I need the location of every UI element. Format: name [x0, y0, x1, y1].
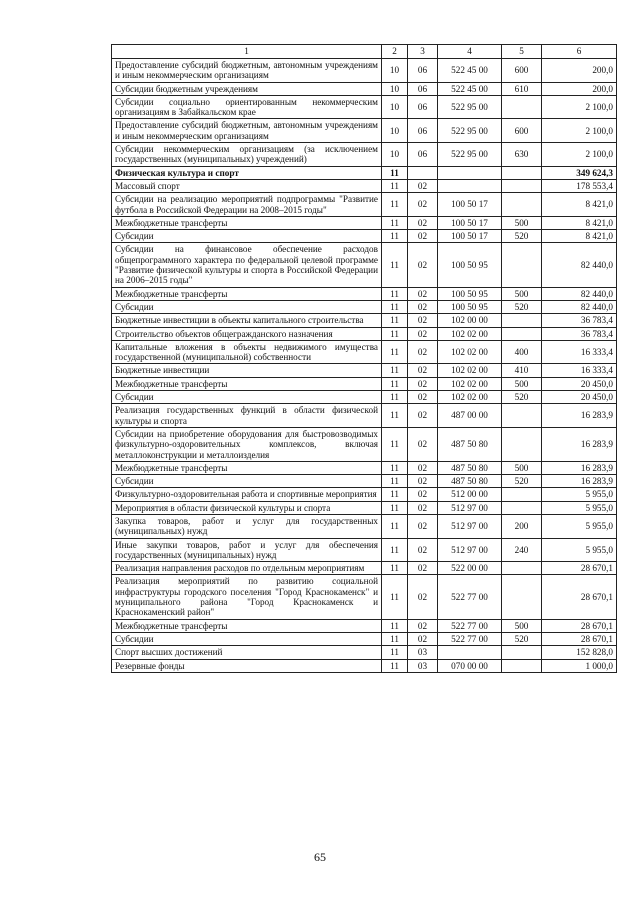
- row-target-article: 522 95 00: [438, 119, 502, 143]
- table-row: [112, 538, 617, 562]
- row-subsection: 02: [408, 461, 438, 474]
- row-subsection: 06: [408, 143, 438, 167]
- table-row: [112, 404, 617, 428]
- row-section: 10: [382, 59, 408, 83]
- row-name: Закупка товаров, работ и услуг для государственных (муниципальных) нужд: [112, 514, 382, 538]
- row-expense-type: 410: [502, 364, 542, 377]
- row-target-article: 100 50 17: [438, 230, 502, 243]
- row-name: Субсидии социально ориентированным некоммерческим организациям в Забайкальском крае: [112, 95, 382, 119]
- col-header-section: 2: [382, 45, 408, 59]
- row-expense-type: 520: [502, 632, 542, 645]
- col-header-amount: 6: [542, 45, 617, 59]
- row-amount: 82 440,0: [542, 243, 617, 287]
- table-row: [112, 646, 617, 659]
- row-expense-type: [502, 562, 542, 575]
- table-row: [112, 143, 617, 167]
- row-name: Межбюджетные трансферты: [112, 216, 382, 229]
- row-expense-type: [502, 404, 542, 428]
- row-amount: 82 440,0: [542, 300, 617, 313]
- row-target-article: 102 00 00: [438, 314, 502, 327]
- row-target-article: 512 97 00: [438, 538, 502, 562]
- row-target-article: 487 00 00: [438, 404, 502, 428]
- row-amount: 2 100,0: [542, 143, 617, 167]
- row-name: Реализация государственных функций в области физической культуры и спорта: [112, 404, 382, 428]
- row-section: 11: [382, 377, 408, 390]
- table-header-row: [112, 45, 617, 59]
- row-name: Субсидии на приобретение оборудования для быстровозводимых физкультурно-оздоровительных комплексов, включая металлоконструкции и металлоизделия: [112, 427, 382, 461]
- table-row: [112, 475, 617, 488]
- row-amount: 16 283,9: [542, 404, 617, 428]
- row-amount: 36 783,4: [542, 314, 617, 327]
- row-section: 11: [382, 179, 408, 192]
- row-amount: 349 624,3: [542, 166, 617, 179]
- row-name: Субсидии на финансовое обеспечение расходов общепрограммного характера по федеральной целевой программе "Развитие физической культуры и спорта в Российской Федерации на 2006–2015 годы": [112, 243, 382, 287]
- row-target-article: 102 02 00: [438, 377, 502, 390]
- table-row: [112, 230, 617, 243]
- row-subsection: 02: [408, 179, 438, 192]
- row-expense-type: 500: [502, 287, 542, 300]
- row-amount: 16 283,9: [542, 427, 617, 461]
- row-target-article: 512 97 00: [438, 501, 502, 514]
- row-subsection: 06: [408, 59, 438, 83]
- row-name: Предоставление субсидий бюджетным, автономным учреждениям и иным некоммерческим организациям: [112, 119, 382, 143]
- row-expense-type: 520: [502, 300, 542, 313]
- row-section: 11: [382, 501, 408, 514]
- table-row: [112, 179, 617, 192]
- row-target-article: 487 50 80: [438, 475, 502, 488]
- row-subsection: 06: [408, 82, 438, 95]
- row-amount: 82 440,0: [542, 287, 617, 300]
- row-subsection: 02: [408, 562, 438, 575]
- row-section: 11: [382, 391, 408, 404]
- row-subsection: 02: [408, 488, 438, 501]
- row-target-article: 102 02 00: [438, 327, 502, 340]
- row-name: Субсидии: [112, 632, 382, 645]
- row-target-article: 100 50 17: [438, 193, 502, 217]
- row-name: Физическая культура и спорт: [112, 166, 382, 179]
- table-row: [112, 514, 617, 538]
- row-subsection: 02: [408, 327, 438, 340]
- row-name: Предоставление субсидий бюджетным, автономным учреждениям и иным некоммерческим организациям: [112, 59, 382, 83]
- row-expense-type: [502, 314, 542, 327]
- row-subsection: [408, 166, 438, 179]
- row-section: 11: [382, 340, 408, 364]
- table-row: [112, 461, 617, 474]
- row-section: 11: [382, 659, 408, 672]
- row-name: Капитальные вложения в объекты недвижимого имущества государственной (муниципальной) собственности: [112, 340, 382, 364]
- row-section: 11: [382, 619, 408, 632]
- row-amount: 36 783,4: [542, 327, 617, 340]
- row-expense-type: 520: [502, 475, 542, 488]
- table-row: [112, 391, 617, 404]
- row-amount: 28 670,1: [542, 619, 617, 632]
- row-amount: 16 283,9: [542, 475, 617, 488]
- row-subsection: 02: [408, 193, 438, 217]
- row-expense-type: 500: [502, 461, 542, 474]
- row-target-article: 512 97 00: [438, 514, 502, 538]
- table-row: [112, 216, 617, 229]
- row-amount: 5 955,0: [542, 488, 617, 501]
- row-expense-type: [502, 243, 542, 287]
- row-amount: 28 670,1: [542, 575, 617, 619]
- row-amount: 8 421,0: [542, 230, 617, 243]
- row-name: Субсидии: [112, 300, 382, 313]
- row-name: Межбюджетные трансферты: [112, 287, 382, 300]
- row-subsection: 02: [408, 300, 438, 313]
- row-subsection: 02: [408, 632, 438, 645]
- row-amount: 8 421,0: [542, 193, 617, 217]
- row-expense-type: 240: [502, 538, 542, 562]
- row-target-article: 102 02 00: [438, 340, 502, 364]
- row-section: 10: [382, 95, 408, 119]
- row-target-article: 522 77 00: [438, 575, 502, 619]
- row-expense-type: [502, 327, 542, 340]
- row-name: Субсидии некоммерческим организациям (за исключением государственных (муниципальных) учреждений): [112, 143, 382, 167]
- row-name: Физкультурно-оздоровительная работа и спортивные мероприятия: [112, 488, 382, 501]
- row-name: Бюджетные инвестиции в объекты капитального строительства: [112, 314, 382, 327]
- row-subsection: 02: [408, 619, 438, 632]
- table-row: [112, 95, 617, 119]
- row-section: 11: [382, 562, 408, 575]
- row-subsection: 02: [408, 391, 438, 404]
- row-name: Межбюджетные трансферты: [112, 461, 382, 474]
- table-row: [112, 314, 617, 327]
- page-number: 65: [314, 850, 326, 864]
- row-section: 11: [382, 287, 408, 300]
- row-expense-type: 520: [502, 230, 542, 243]
- row-expense-type: [502, 95, 542, 119]
- row-name: Резервные фонды: [112, 659, 382, 672]
- row-name: Реализация мероприятий по развитию социальной инфраструктуры городского поселения "Город Краснокаменск" и муниципального района "Город Краснокаменск и Краснокаменский район": [112, 575, 382, 619]
- row-section: 11: [382, 404, 408, 428]
- row-amount: 20 450,0: [542, 391, 617, 404]
- row-section: 11: [382, 300, 408, 313]
- row-section: 11: [382, 364, 408, 377]
- table-row: [112, 488, 617, 501]
- table-row: [112, 300, 617, 313]
- row-amount: 16 283,9: [542, 461, 617, 474]
- row-subsection: 02: [408, 314, 438, 327]
- row-expense-type: 610: [502, 82, 542, 95]
- row-subsection: 02: [408, 404, 438, 428]
- row-target-article: 487 50 80: [438, 427, 502, 461]
- row-section: 11: [382, 514, 408, 538]
- row-expense-type: [502, 575, 542, 619]
- row-subsection: 06: [408, 119, 438, 143]
- row-section: 11: [382, 575, 408, 619]
- row-amount: 16 333,4: [542, 364, 617, 377]
- table-row: [112, 119, 617, 143]
- row-expense-type: 520: [502, 391, 542, 404]
- row-section: 11: [382, 327, 408, 340]
- row-section: 11: [382, 230, 408, 243]
- row-section: 11: [382, 193, 408, 217]
- row-name: Реализация направления расходов по отдельным мероприятиям: [112, 562, 382, 575]
- row-name: Субсидии: [112, 391, 382, 404]
- row-subsection: 02: [408, 475, 438, 488]
- row-amount: 1 000,0: [542, 659, 617, 672]
- row-expense-type: [502, 193, 542, 217]
- row-target-article: 522 77 00: [438, 619, 502, 632]
- row-target-article: 070 00 00: [438, 659, 502, 672]
- row-section: 11: [382, 538, 408, 562]
- table-row: [112, 619, 617, 632]
- table-row: [112, 632, 617, 645]
- row-amount: 20 450,0: [542, 377, 617, 390]
- table-row: [112, 82, 617, 95]
- row-expense-type: 600: [502, 59, 542, 83]
- row-subsection: 02: [408, 243, 438, 287]
- row-section: 11: [382, 646, 408, 659]
- row-section: 11: [382, 475, 408, 488]
- row-amount: 5 955,0: [542, 538, 617, 562]
- row-target-article: 522 00 00: [438, 562, 502, 575]
- row-section: 11: [382, 488, 408, 501]
- row-section: 11: [382, 314, 408, 327]
- row-target-article: 102 02 00: [438, 391, 502, 404]
- row-section: 11: [382, 166, 408, 179]
- table-row: [112, 364, 617, 377]
- col-header-name: 1: [112, 45, 382, 59]
- row-target-article: 100 50 95: [438, 287, 502, 300]
- table-row: [112, 575, 617, 619]
- row-name: Спорт высших достижений: [112, 646, 382, 659]
- budget-table: [111, 44, 617, 673]
- table-row: [112, 501, 617, 514]
- row-name: Иные закупки товаров, работ и услуг для обеспечения государственных (муниципальных) нужд: [112, 538, 382, 562]
- row-section: 10: [382, 82, 408, 95]
- row-expense-type: 500: [502, 377, 542, 390]
- row-target-article: 102 02 00: [438, 364, 502, 377]
- row-subsection: 02: [408, 501, 438, 514]
- row-target-article: 522 45 00: [438, 59, 502, 83]
- row-amount: 200,0: [542, 59, 617, 83]
- row-expense-type: 200: [502, 514, 542, 538]
- col-header-target-article: 4: [438, 45, 502, 59]
- row-expense-type: 500: [502, 619, 542, 632]
- row-subsection: 02: [408, 575, 438, 619]
- table-row: [112, 377, 617, 390]
- row-section: 10: [382, 119, 408, 143]
- row-amount: 28 670,1: [542, 632, 617, 645]
- row-subsection: 03: [408, 659, 438, 672]
- table-row: [112, 427, 617, 461]
- row-amount: 5 955,0: [542, 514, 617, 538]
- row-name: Субсидии на реализацию мероприятий подпрограммы "Развитие футбола в Российской Федерации на 2008–2015 годы": [112, 193, 382, 217]
- row-name: Межбюджетные трансферты: [112, 377, 382, 390]
- row-subsection: 03: [408, 646, 438, 659]
- row-amount: 28 670,1: [542, 562, 617, 575]
- row-expense-type: 630: [502, 143, 542, 167]
- col-header-subsection: 3: [408, 45, 438, 59]
- row-target-article: 522 95 00: [438, 143, 502, 167]
- row-target-article: 100 50 95: [438, 243, 502, 287]
- row-subsection: 02: [408, 216, 438, 229]
- row-target-article: [438, 179, 502, 192]
- row-amount: 200,0: [542, 82, 617, 95]
- row-expense-type: [502, 488, 542, 501]
- row-target-article: [438, 166, 502, 179]
- row-expense-type: [502, 646, 542, 659]
- row-target-article: 522 45 00: [438, 82, 502, 95]
- table-row: [112, 659, 617, 672]
- row-section: 11: [382, 243, 408, 287]
- row-amount: 8 421,0: [542, 216, 617, 229]
- row-amount: 5 955,0: [542, 501, 617, 514]
- row-expense-type: [502, 659, 542, 672]
- row-expense-type: [502, 179, 542, 192]
- row-subsection: 02: [408, 364, 438, 377]
- row-subsection: 02: [408, 340, 438, 364]
- row-subsection: 02: [408, 230, 438, 243]
- row-amount: 2 100,0: [542, 119, 617, 143]
- row-subsection: 02: [408, 377, 438, 390]
- row-expense-type: 400: [502, 340, 542, 364]
- row-expense-type: [502, 166, 542, 179]
- row-target-article: 522 95 00: [438, 95, 502, 119]
- row-amount: 2 100,0: [542, 95, 617, 119]
- row-name: Субсидии: [112, 230, 382, 243]
- row-subsection: 02: [408, 538, 438, 562]
- row-expense-type: [502, 427, 542, 461]
- table-row: [112, 562, 617, 575]
- row-subsection: 02: [408, 514, 438, 538]
- row-name: Строительство объектов общегражданского назначения: [112, 327, 382, 340]
- row-target-article: 522 77 00: [438, 632, 502, 645]
- table-row: [112, 287, 617, 300]
- row-target-article: [438, 646, 502, 659]
- row-target-article: 487 50 80: [438, 461, 502, 474]
- table-row: [112, 340, 617, 364]
- row-name: Субсидии: [112, 475, 382, 488]
- table-row: [112, 327, 617, 340]
- row-section: 11: [382, 216, 408, 229]
- row-expense-type: 600: [502, 119, 542, 143]
- row-target-article: 100 50 95: [438, 300, 502, 313]
- row-target-article: 512 00 00: [438, 488, 502, 501]
- row-subsection: 02: [408, 287, 438, 300]
- row-subsection: 02: [408, 427, 438, 461]
- row-section: 11: [382, 632, 408, 645]
- row-name: Массовый спорт: [112, 179, 382, 192]
- row-amount: 152 828,0: [542, 646, 617, 659]
- row-name: Субсидии бюджетным учреждениям: [112, 82, 382, 95]
- table-row: [112, 193, 617, 217]
- row-subsection: 06: [408, 95, 438, 119]
- row-expense-type: 500: [502, 216, 542, 229]
- row-name: Межбюджетные трансферты: [112, 619, 382, 632]
- row-target-article: 100 50 17: [438, 216, 502, 229]
- row-amount: 16 333,4: [542, 340, 617, 364]
- row-name: Бюджетные инвестиции: [112, 364, 382, 377]
- table-row: [112, 59, 617, 83]
- row-section: 11: [382, 427, 408, 461]
- row-amount: 178 553,4: [542, 179, 617, 192]
- col-header-expense-type: 5: [502, 45, 542, 59]
- row-section: 11: [382, 461, 408, 474]
- row-expense-type: [502, 501, 542, 514]
- table-row: [112, 243, 617, 287]
- row-section: 10: [382, 143, 408, 167]
- row-name: Мероприятия в области физической культуры и спорта: [112, 501, 382, 514]
- table-row: [112, 166, 617, 179]
